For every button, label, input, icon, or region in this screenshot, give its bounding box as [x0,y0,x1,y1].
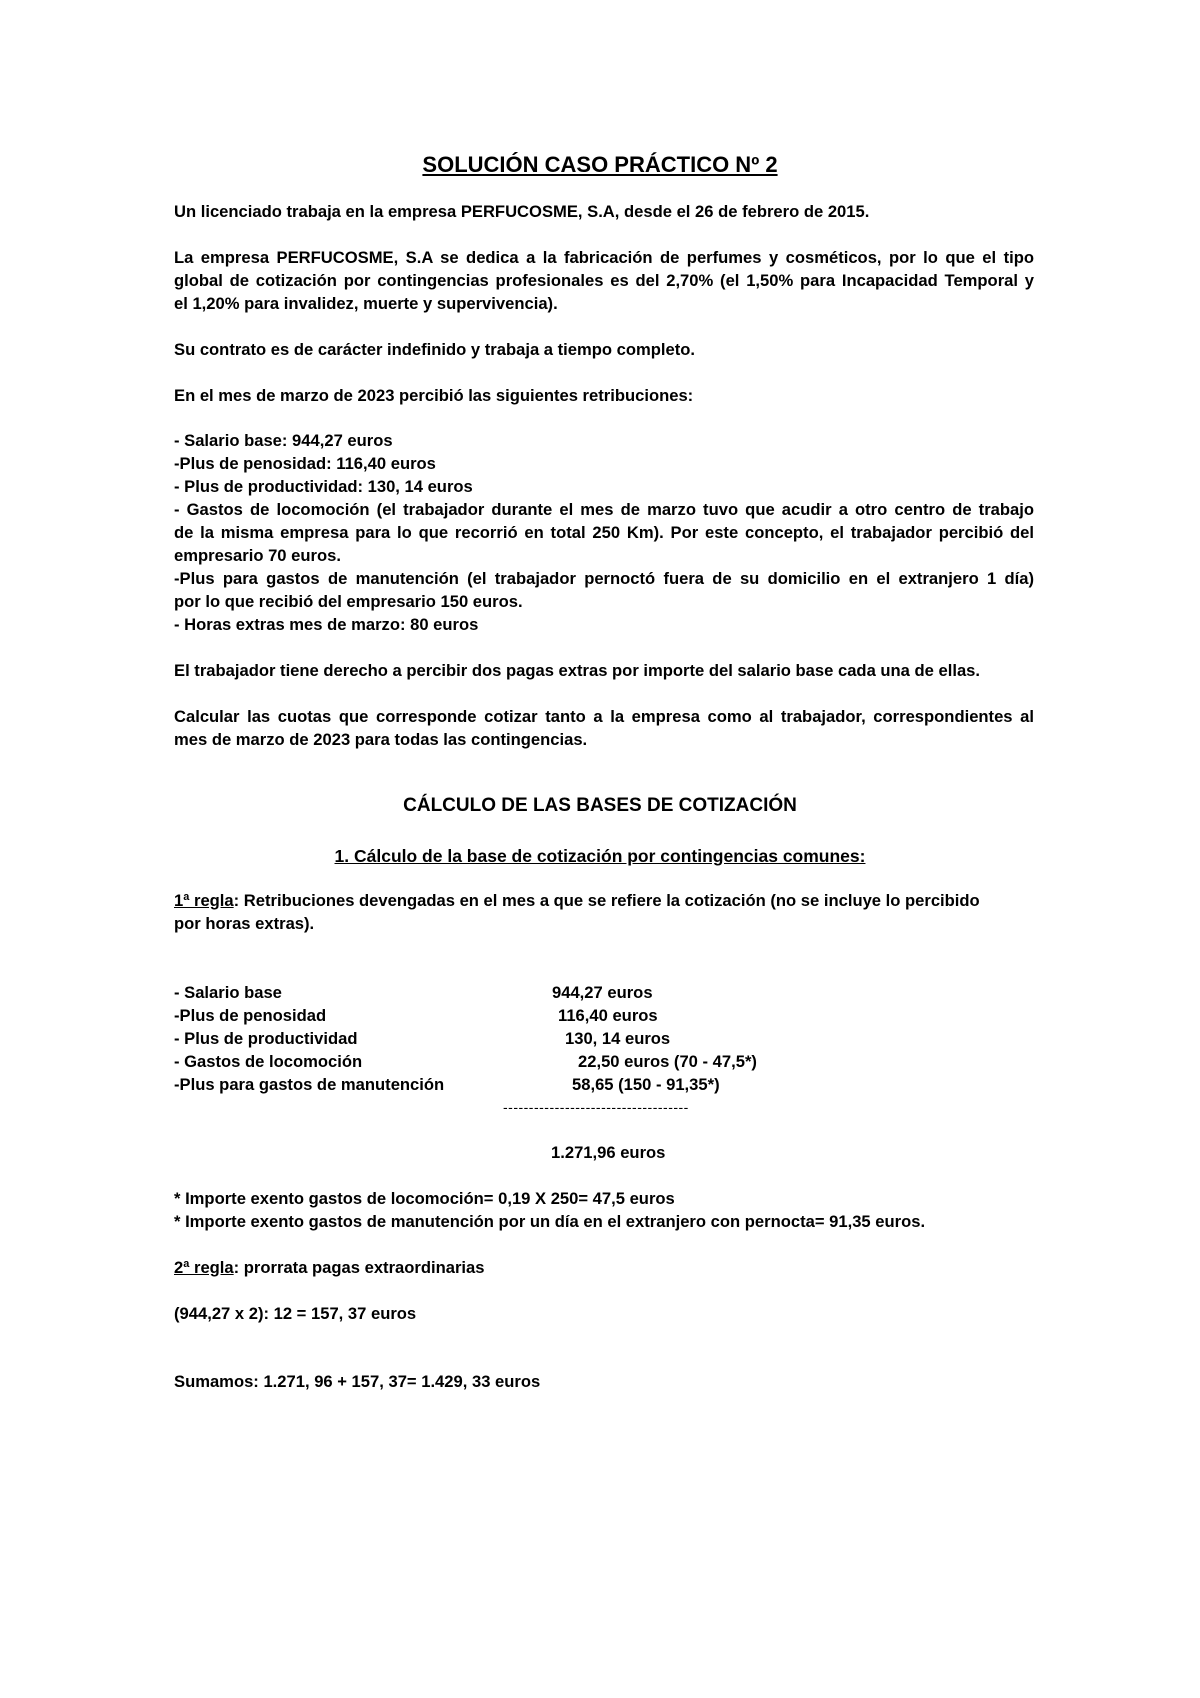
list-item: empresario 70 euros. [174,546,341,565]
intro-paragraph: Un licenciado trabaja en la empresa PERFUCOSME, S.A, desde el 26 de febrero de 2015. [174,202,870,221]
calc-row-amount: 944,27 euros [552,983,653,1002]
note-line: * Importe exento gastos de locomoción= 0,19 X 250= 47,5 euros [174,1189,675,1208]
company-line-1: La empresa PERFUCOSME, S.A se dedica a la fabricación de perfumes y cosméticos, por lo que el tipo [174,248,1034,267]
calc-row-label: - Plus de productividad [174,1029,358,1048]
extra-pay-paragraph: El trabajador tiene derecho a percibir dos pagas extras por importe del salario base cada una de ellas. [174,661,981,680]
list-item: - Horas extras mes de marzo: 80 euros [174,615,479,634]
list-item: de la misma empresa para lo que recorrió en total 250 Km). Por este concepto, el trabajador percibió del [174,523,1034,542]
company-line-3: el 1,20% para invalidez, muerte y supervivencia). [174,294,558,313]
calc-row-label: - Salario base [174,983,282,1002]
rule1-line-1 [174,889,980,913]
note-line: * Importe exento gastos de manutención por un día en el extranjero con pernocta= 91,35 euros. [174,1212,926,1231]
subsection-title: 1. Cálculo de la base de cotización por contingencias comunes: [334,846,866,866]
calc-row-label: -Plus para gastos de manutención [174,1075,445,1094]
rule1-text: : Retribuciones devengadas en el mes a que se refiere la cotización (no se incluye lo percibido [233,891,980,910]
prorrata-line: (944,27 x 2): 12 = 157, 37 euros [174,1304,417,1323]
list-item: - Plus de productividad: 130, 14 euros [174,477,473,496]
document-title: SOLUCIÓN CASO PRÁCTICO Nº 2 [422,152,778,177]
rule1-label: 1ª regla [174,891,234,910]
sum-line: Sumamos: 1.271, 96 + 157, 37= 1.429, 33 euros [174,1372,541,1391]
list-item: -Plus de penosidad: 116,40 euros [174,454,436,473]
task-line-2: mes de marzo de 2023 para todas las contingencias. [174,730,588,749]
list-item: por lo que recibió del empresario 150 euros. [174,592,523,611]
calc-row-label: - Gastos de locomoción [174,1052,363,1071]
calc-row-amount: 22,50 euros (70 - 47,5*) [578,1052,757,1071]
total-amount: 1.271,96 euros [551,1143,666,1162]
contract-paragraph: Su contrato es de carácter indefinido y trabaja a tiempo completo. [174,340,695,359]
calc-row-amount: 58,65 (150 - 91,35*) [572,1075,720,1094]
list-item: -Plus para gastos de manutención (el trabajador pernoctó fuera de su domicilio en el extranjero 1 día) [174,569,1034,588]
company-line-2: global de cotización por contingencias profesionales es del 2,70% (el 1,50% para Incapacidad Temporal y [174,271,1034,290]
list-item: - Gastos de locomoción (el trabajador durante el mes de marzo tuvo que acudir a otro centro de trabajo [174,500,1034,519]
task-line-1: Calcular las cuotas que corresponde cotizar tanto a la empresa como al trabajador, correspondientes al [174,707,1034,726]
rule1-line-2: por horas extras). [174,914,315,933]
calc-row-label: -Plus de penosidad [174,1006,327,1025]
calc-row-amount: 130, 14 euros [565,1029,671,1048]
list-item: - Salario base: 944,27 euros [174,431,393,450]
march-intro: En el mes de marzo de 2023 percibió las siguientes retribuciones: [174,386,694,405]
rule2-label: 2ª regla [174,1258,234,1277]
sum-separator: ------------------------------------ [503,1099,689,1115]
section-title: CÁLCULO DE LAS BASES DE COTIZACIÓN [403,795,797,816]
rule2-text: : prorrata pagas extraordinarias [233,1258,485,1277]
rule2-line [174,1256,485,1280]
calc-row-amount: 116,40 euros [558,1006,658,1025]
